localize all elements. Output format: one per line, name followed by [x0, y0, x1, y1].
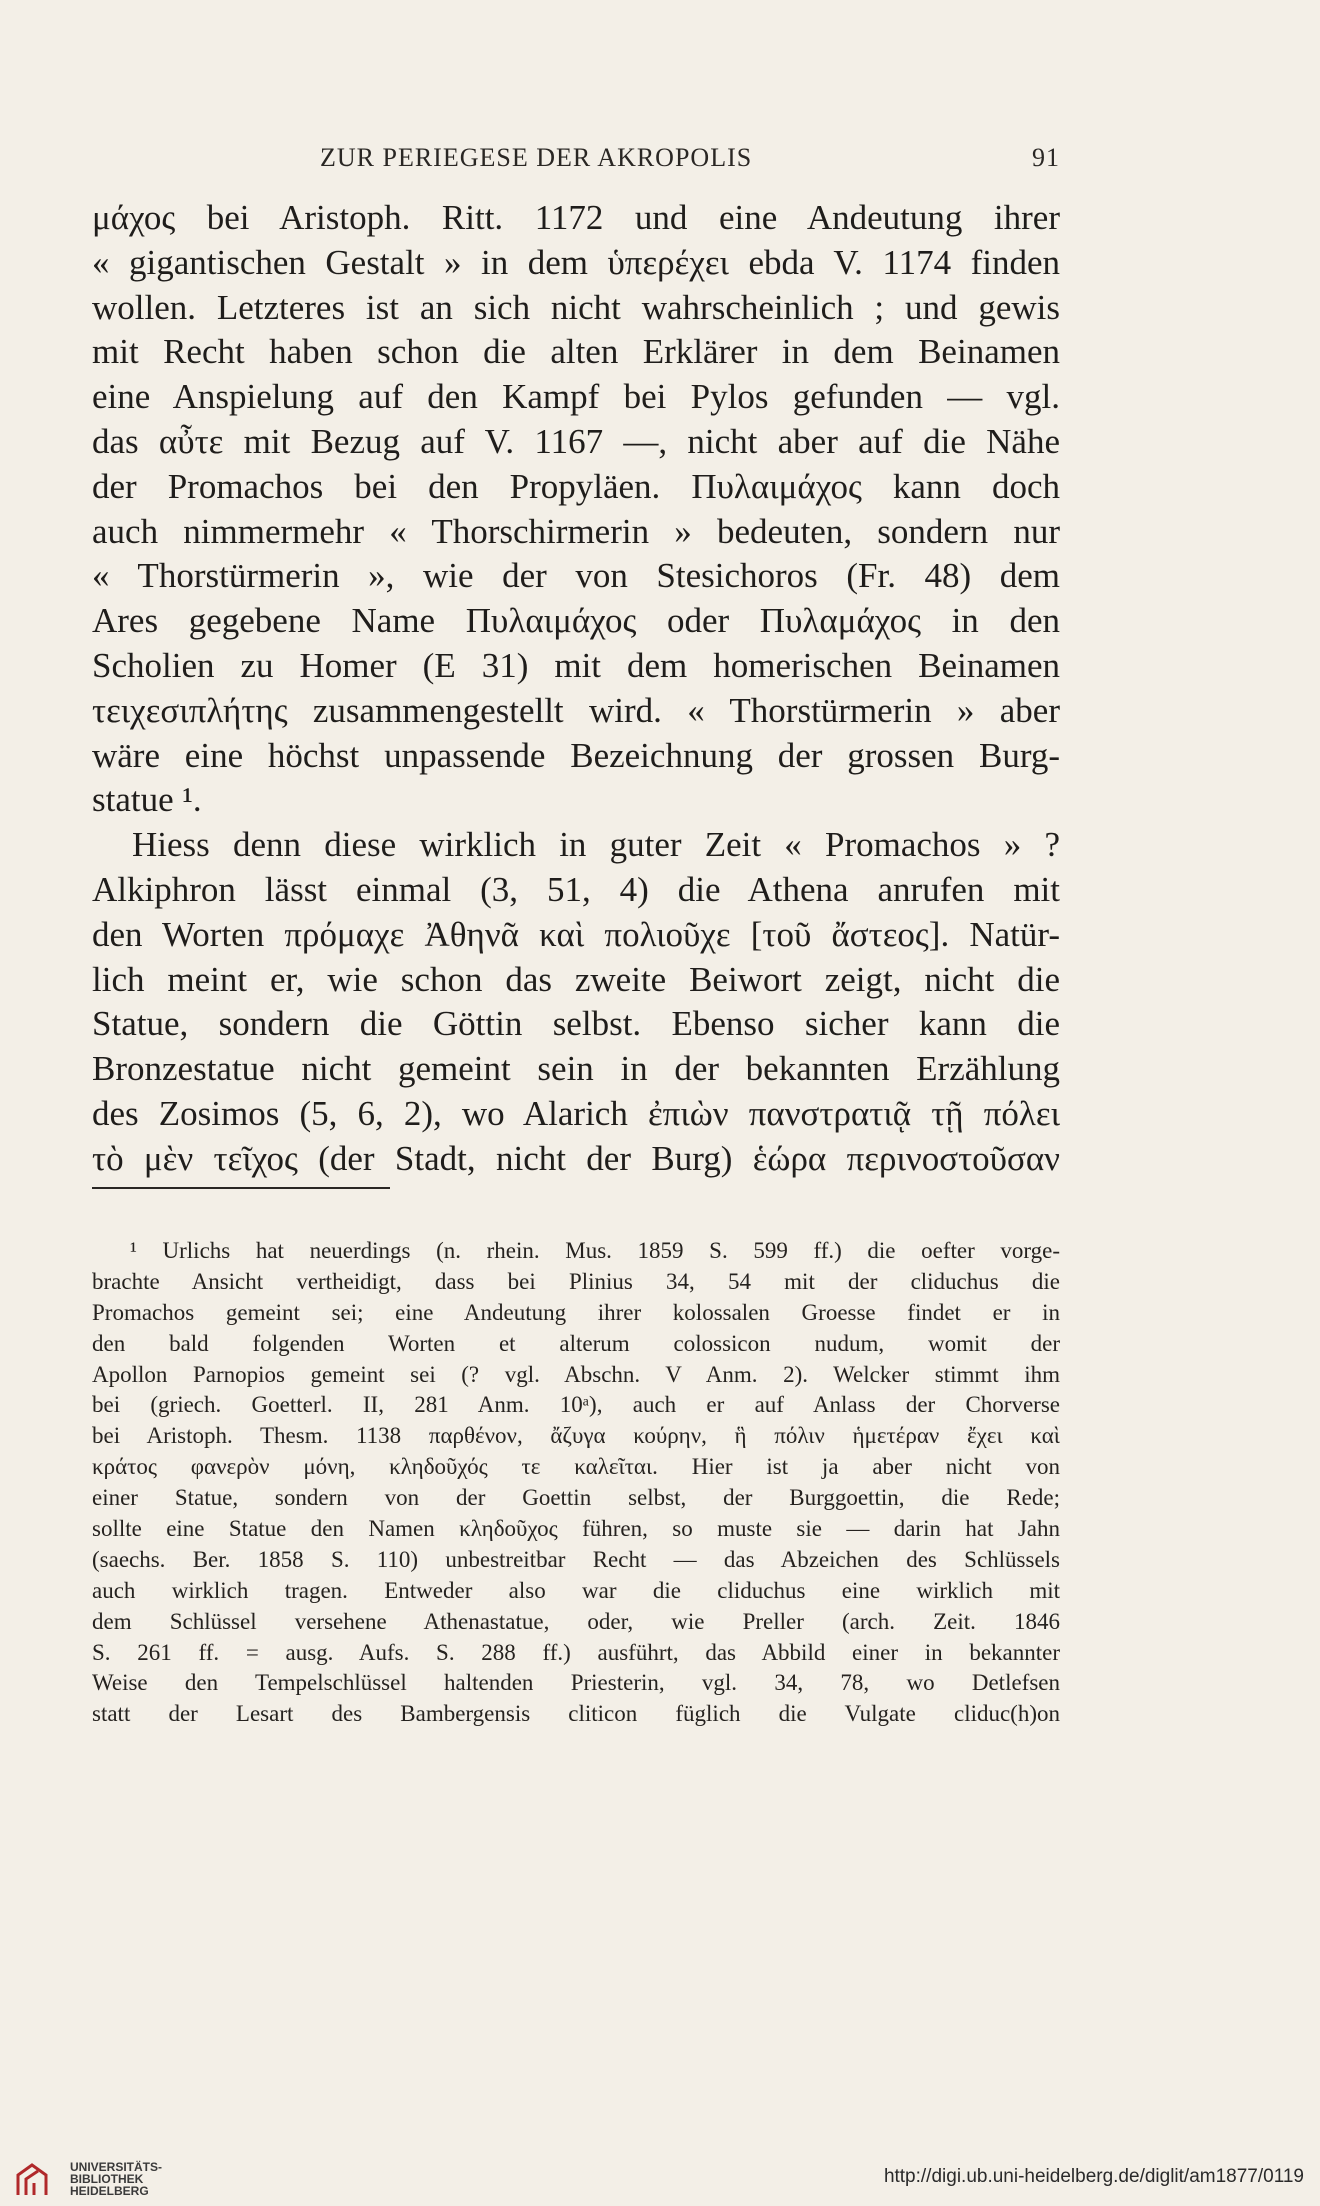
- footnote-line: S. 261 ff. = ausg. Aufs. S. 288 ff.) ausführt, das Abbild einer in bekannter: [92, 1639, 1060, 1665]
- running-header: [320, 143, 1060, 173]
- library-logo[interactable]: [14, 2157, 164, 2201]
- text-line: μάχος bei Aristoph. Ritt. 1172 und eine Andeutung ihrer: [92, 198, 1060, 237]
- source-url[interactable]: http://digi.ub.uni-heidelberg.de/diglit/am1877/0119: [883, 2166, 1304, 2187]
- text-line: des Zosimos (5, 6, 2), wo Alarich ἐπιὼν πανστρατιᾷ τῇ πόλει: [92, 1093, 1060, 1133]
- footnote-line: sollte eine Statue den Namen κληδοῦχος führen, so muste sie — darin hat Jahn: [92, 1516, 1060, 1542]
- text-line: wäre eine höchst unpassende Bezeichnung der grossen Burg-: [92, 735, 1060, 775]
- text-line: das αὖτε mit Bezug auf V. 1167 —, nicht aber auf die Nähe: [92, 421, 1060, 461]
- footnote-line: den bald folgenden Worten et alterum colossicon nudum, womit der: [92, 1330, 1060, 1356]
- text-line: Hiess denn diese wirklich in guter Zeit « Promachos » ?: [132, 825, 1060, 865]
- text-line: τειχεσιπλήτης zusammengestellt wird. « Thorstürmerin » aber: [92, 690, 1060, 730]
- footnote: [92, 1236, 1060, 1730]
- text-line: lich meint er, wie schon das zweite Beiwort zeigt, nicht die: [92, 959, 1060, 999]
- footnote-rule: [92, 1187, 390, 1189]
- logo-line: BIBLIOTHEK: [70, 2172, 144, 2186]
- library-name: [70, 2161, 162, 2197]
- text-line: « Thorstürmerin », wie der von Stesichoros (Fr. 48) dem: [92, 556, 1060, 596]
- text-line: Scholien zu Homer (E 31) mit dem homerischen Beinamen: [92, 645, 1060, 685]
- logo-line: UNIVERSITÄTS-: [70, 2160, 163, 2174]
- footnote-line: κράτος φανερὸν μόνη, κληδοῦχός τε καλεῖται. Hier ist ja aber nicht von: [92, 1454, 1060, 1480]
- text-line: Statue, sondern die Göttin selbst. Ebenso sicher kann die: [92, 1004, 1060, 1044]
- footnote-line: statt der Lesart des Bambergensis cliticon füglich die Vulgate cliduc(h)on: [92, 1701, 1060, 1727]
- text-line: statue ¹.: [92, 780, 202, 820]
- footnote-line: brachte Ansicht vertheidigt, dass bei Plinius 34, 54 mit der cliduchus die: [92, 1268, 1060, 1294]
- main-text: [92, 196, 1060, 1182]
- logo-line: HEIDELBERG: [70, 2184, 149, 2198]
- page-number: 91: [1032, 143, 1060, 172]
- library-logo-icon: [14, 2159, 66, 2199]
- text-line: der Promachos bei den Propyläen. Πυλαιμάχος kann doch: [92, 466, 1060, 506]
- footnote-line: einer Statue, sondern von der Goettin selbst, der Burggoettin, die Rede;: [92, 1485, 1060, 1511]
- footnote-line: (saechs. Ber. 1858 S. 110) unbestreitbar Recht — das Abzeichen des Schlüssels: [92, 1546, 1060, 1572]
- text-line: Bronzestatue nicht gemeint sein in der bekannten Erzählung: [92, 1049, 1060, 1089]
- text-line: eine Anspielung auf den Kampf bei Pylos gefunden — vgl.: [92, 377, 1060, 417]
- text-line: den Worten πρόμαχε Ἀθηνᾶ καὶ πολιοῦχε [τοῦ ἄστεος]. Natür-: [92, 914, 1060, 954]
- footnote-line: Promachos gemeint sei; eine Andeutung ihrer kolossalen Groesse findet er in: [92, 1299, 1060, 1325]
- text-line: τὸ μὲν τεῖχος (der Stadt, nicht der Burg) ἑώρα περινοστοῦσαν: [92, 1138, 1060, 1178]
- footnote-line: dem Schlüssel versehene Athenastatue, oder, wie Preller (arch. Zeit. 1846: [92, 1608, 1060, 1634]
- text-line: « gigantischen Gestalt » in dem ὑπερέχει ebda V. 1174 finden: [92, 242, 1060, 282]
- footnote-line: bei Aristoph. Thesm. 1138 παρθένον, ἄζυγα κούρην, ἣ πόλιν ἡμετέραν ἔχει καὶ: [92, 1423, 1060, 1449]
- text-line: auch nimmermehr « Thorschirmerin » bedeuten, sondern nur: [92, 511, 1060, 551]
- text-line: wollen. Letzteres ist an sich nicht wahrscheinlich ; und gewis: [92, 287, 1060, 327]
- footnote-line: bei (griech. Goetterl. II, 281 Anm. 10ᵃ), auch er auf Anlass der Chorverse: [92, 1392, 1060, 1418]
- text-line: mit Recht haben schon die alten Erklärer in dem Beinamen: [92, 332, 1060, 372]
- text-line: Ares gegebene Name Πυλαιμάχος oder Πυλαμάχος in den: [92, 601, 1060, 641]
- footnote-line: Apollon Parnopios gemeint sei (? vgl. Abschn. V Anm. 2). Welcker stimmt ihm: [92, 1361, 1060, 1387]
- text-line: Alkiphron lässt einmal (3, 51, 4) die Athena anrufen mit: [92, 869, 1060, 909]
- running-title: ZUR PERIEGESE DER AKROPOLIS: [320, 143, 753, 172]
- footnote-line: Weise den Tempelschlüssel haltenden Priesterin, vgl. 34, 78, wo Detlefsen: [92, 1670, 1060, 1696]
- footnote-line: ¹ Urlichs hat neuerdings (n. rhein. Mus. 1859 S. 599 ff.) die oefter vorge-: [130, 1238, 1060, 1263]
- footnote-line: auch wirklich tragen. Entweder also war die cliduchus eine wirklich mit: [92, 1577, 1060, 1603]
